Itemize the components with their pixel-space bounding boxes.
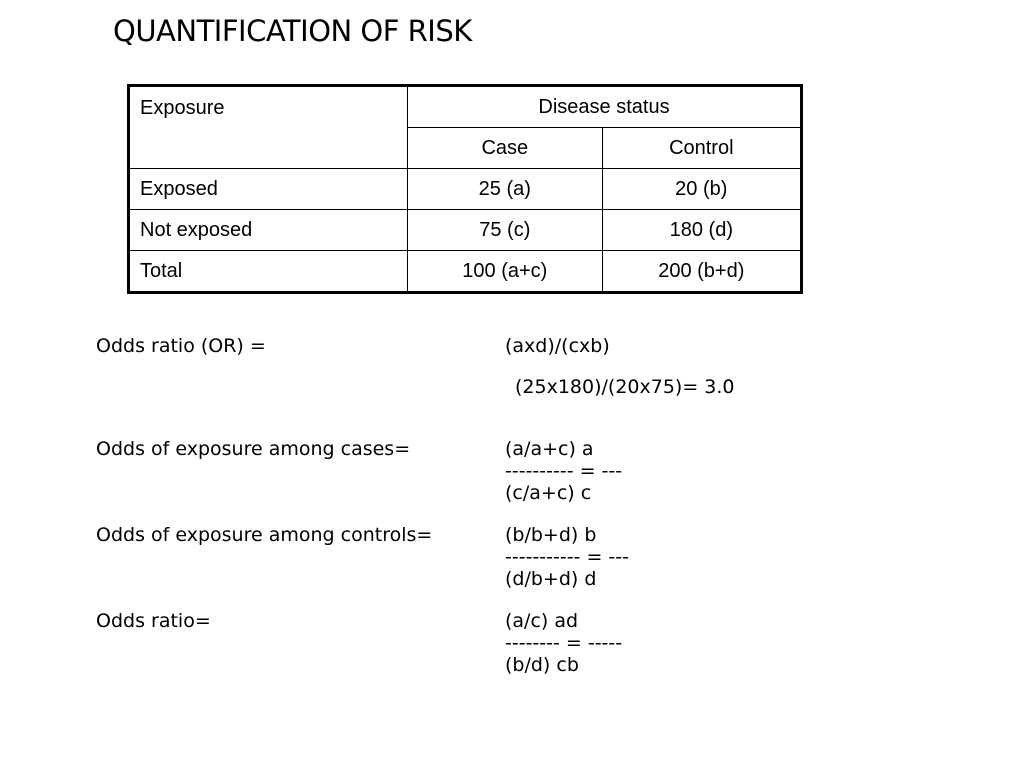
cases-denominator: (c/a+c) c: [505, 482, 592, 504]
control-cell: 200 (b+d): [602, 251, 801, 293]
cases-fraction-line: ---------- = ---: [505, 460, 623, 482]
cases-numerator: (a/a+c) a: [505, 438, 594, 460]
or-calculation: (25x180)/(20x75)= 3.0: [515, 376, 735, 398]
exposure-header: Exposure: [129, 86, 408, 169]
ratio-fraction-line: -------- = -----: [505, 632, 623, 654]
case-cell: 100 (a+c): [408, 251, 603, 293]
row-label: Total: [129, 251, 408, 293]
controls-fraction-line: ----------- = ---: [505, 546, 629, 568]
or-formula: (axd)/(cxb): [505, 335, 610, 357]
table-row: [129, 251, 802, 293]
controls-label: Odds of exposure among controls=: [96, 524, 433, 546]
controls-denominator: (d/b+d) d: [505, 568, 597, 590]
control-cell: 20 (b): [602, 169, 801, 210]
case-cell: 25 (a): [408, 169, 603, 210]
cases-label: Odds of exposure among cases=: [96, 438, 411, 460]
case-cell: 75 (c): [408, 210, 603, 251]
row-label: Not exposed: [129, 210, 408, 251]
risk-table: [127, 84, 803, 294]
disease-status-header: Disease status: [408, 86, 802, 128]
page-title: QUANTIFICATION OF RISK: [113, 14, 472, 48]
row-label: Exposed: [129, 169, 408, 210]
table-row: [129, 169, 802, 210]
ratio-label: Odds ratio=: [96, 610, 211, 632]
or-label: Odds ratio (OR) =: [96, 335, 266, 357]
case-header: Case: [408, 128, 603, 169]
table-row: [129, 210, 802, 251]
controls-numerator: (b/b+d) b: [505, 524, 597, 546]
ratio-denominator: (b/d) cb: [505, 654, 579, 676]
control-cell: 180 (d): [602, 210, 801, 251]
ratio-numerator: (a/c) ad: [505, 610, 579, 632]
table-header-row: [129, 86, 802, 128]
control-header: Control: [602, 128, 801, 169]
